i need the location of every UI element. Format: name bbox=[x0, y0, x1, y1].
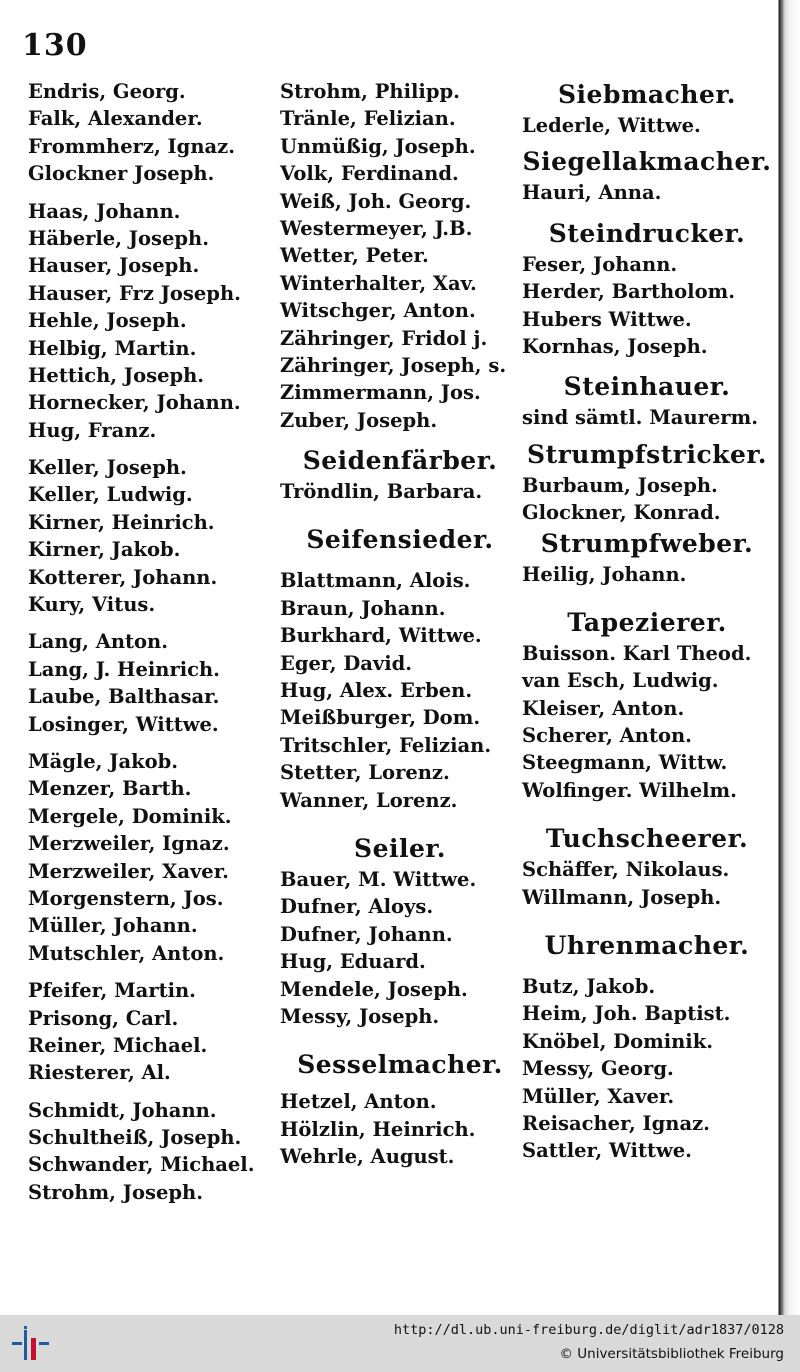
directory-entry: Kury, Vitus. bbox=[28, 593, 156, 617]
trade-heading: Strumpfweber. bbox=[540, 528, 754, 558]
directory-entry: Schwander, Michael. bbox=[28, 1153, 255, 1177]
directory-entry: Mutschler, Anton. bbox=[28, 941, 225, 965]
directory-entry: Butz, Jakob. bbox=[522, 975, 656, 999]
directory-entry: Kornhas, Joseph. bbox=[522, 334, 708, 358]
directory-entry: Messy, Joseph. bbox=[280, 1004, 440, 1028]
directory-entry: Kirner, Jakob. bbox=[28, 538, 181, 562]
directory-entry: Stetter, Lorenz. bbox=[280, 761, 450, 785]
trade-heading: Siegellakmacher. bbox=[522, 147, 772, 177]
directory-entry: Wehrle, August. bbox=[280, 1145, 455, 1169]
directory-entry: Burbaum, Joseph. bbox=[522, 473, 718, 497]
directory-column-2 bbox=[280, 78, 520, 1171]
directory-entry: Hubers Wittwe. bbox=[522, 307, 692, 331]
directory-entry: Müller, Johann. bbox=[28, 914, 198, 938]
section-tapezierer bbox=[522, 606, 772, 804]
trade-heading: Strumpfstricker. bbox=[527, 439, 767, 469]
section-strumpfweber bbox=[522, 527, 772, 588]
directory-entry: Merzweiler, Xaver. bbox=[28, 859, 229, 883]
trade-heading: Uhrenmacher. bbox=[544, 931, 750, 961]
directory-entry: Hornecker, Johann. bbox=[28, 391, 241, 415]
library-logo-icon bbox=[10, 1324, 52, 1364]
directory-entry: Winterhalter, Xav. bbox=[280, 271, 477, 295]
entry-group-e-g bbox=[28, 78, 278, 188]
directory-entry: Unmüßig, Joseph. bbox=[280, 134, 476, 158]
directory-entry: Hug, Eduard. bbox=[280, 950, 426, 974]
directory-entry: Endris, Georg. bbox=[28, 80, 186, 103]
directory-entry: Morgenstern, Jos. bbox=[28, 886, 224, 910]
directory-entry: Schäffer, Nikolaus. bbox=[522, 858, 730, 882]
directory-entry: Blattmann, Alois. bbox=[280, 569, 471, 593]
section-siebmacher bbox=[522, 78, 772, 139]
directory-entry: Messy, Georg. bbox=[522, 1057, 674, 1081]
directory-entry: Hauser, Joseph. bbox=[28, 254, 200, 278]
permalink-url[interactable]: http://dl.ub.uni-freiburg.de/diglit/adr1837/0128 bbox=[393, 1322, 784, 1338]
directory-entry: Burkhard, Wittwe. bbox=[280, 624, 482, 648]
directory-entry: Zähringer, Fridol j. bbox=[280, 326, 488, 350]
directory-entry: Mendele, Joseph. bbox=[280, 977, 468, 1001]
directory-entry: Hauri, Anna. bbox=[522, 181, 662, 205]
directory-entry: Hauser, Frz Joseph. bbox=[28, 281, 241, 305]
directory-entry: Zimmermann, Jos. bbox=[280, 381, 481, 405]
section-steindrucker bbox=[522, 217, 772, 361]
directory-entry: Strohm, Philipp. bbox=[280, 80, 460, 103]
trade-heading: Steindrucker. bbox=[548, 218, 746, 248]
directory-entry: Zuber, Joseph. bbox=[280, 408, 438, 432]
directory-column-1 bbox=[28, 78, 278, 1206]
directory-entry: Heim, Joh. Baptist. bbox=[522, 1002, 731, 1026]
directory-entry: Reiner, Michael. bbox=[28, 1033, 208, 1057]
directory-entry: van Esch, Ludwig. bbox=[522, 669, 719, 693]
directory-entry: Glockner, Konrad. bbox=[522, 501, 721, 525]
viewer-footer-bar bbox=[0, 1315, 800, 1372]
directory-entry: Weiß, Joh. Georg. bbox=[280, 189, 472, 213]
entry-group-m bbox=[28, 748, 278, 967]
section-seiler bbox=[280, 832, 520, 1030]
directory-entry: Falk, Alexander. bbox=[28, 107, 203, 131]
directory-entry: Losinger, Wittwe. bbox=[28, 712, 219, 736]
directory-entry: Meißburger, Dom. bbox=[280, 706, 481, 730]
page-number: 130 bbox=[22, 28, 88, 63]
directory-entry: Steegmann, Wittw. bbox=[522, 751, 728, 775]
directory-entry: Knöbel, Dominik. bbox=[522, 1029, 714, 1053]
directory-entry: Riesterer, Al. bbox=[28, 1061, 171, 1085]
directory-entry: Scherer, Anton. bbox=[522, 724, 692, 748]
directory-entry: Hetzel, Anton. bbox=[280, 1090, 437, 1114]
trade-heading: Seifensieder. bbox=[306, 525, 494, 555]
directory-entry: Buisson. Karl Theod. bbox=[522, 641, 752, 665]
directory-entry: Willmann, Joseph. bbox=[522, 885, 722, 909]
trade-heading: Siebmacher. bbox=[558, 80, 736, 109]
directory-entry: Menzer, Barth. bbox=[28, 777, 192, 801]
directory-entry: Heilig, Johann. bbox=[522, 562, 687, 586]
directory-entry: Schmidt, Johann. bbox=[28, 1098, 217, 1122]
trade-heading: Seiler. bbox=[354, 833, 446, 863]
directory-entry: Glockner Joseph. bbox=[28, 162, 215, 186]
directory-entry: Lang, Anton. bbox=[28, 630, 169, 654]
directory-entry: Hug, Alex. Erben. bbox=[280, 679, 473, 703]
directory-entry: sind sämtl. Maurerm. bbox=[522, 406, 758, 430]
copyright-notice: © Universitätsbibliothek Freiburg bbox=[559, 1346, 784, 1362]
directory-entry: Mergele, Dominik. bbox=[28, 804, 232, 828]
section-uhrenmacher bbox=[522, 929, 772, 1165]
directory-entry: Hölzlin, Heinrich. bbox=[280, 1117, 476, 1141]
trade-heading: Steinhauer. bbox=[563, 372, 731, 402]
entry-group-k bbox=[28, 454, 278, 618]
directory-entry: Zähringer, Joseph, s. bbox=[280, 353, 507, 377]
directory-entry: Westermeyer, J.B. bbox=[280, 216, 473, 240]
directory-entry: Frommherz, Ignaz. bbox=[28, 134, 235, 158]
section-seidenfaerber bbox=[280, 444, 520, 505]
directory-entry: Tritschler, Felizian. bbox=[280, 733, 492, 757]
directory-entry: Volk, Ferdinand. bbox=[280, 162, 459, 186]
section-seifensieder bbox=[280, 523, 520, 814]
directory-entry: Feser, Johann. bbox=[522, 252, 678, 276]
trade-heading: Tapezierer. bbox=[567, 607, 727, 637]
directory-entry: Strohm, Joseph. bbox=[28, 1180, 203, 1204]
directory-entry: Wanner, Lorenz. bbox=[280, 788, 458, 812]
directory-entry: Merzweiler, Ignaz. bbox=[28, 832, 230, 856]
directory-entry: Kleiser, Anton. bbox=[522, 696, 685, 720]
directory-entry: Hug, Franz. bbox=[28, 418, 157, 442]
directory-entry: Kotterer, Johann. bbox=[28, 565, 218, 589]
directory-entry: Herder, Bartholom. bbox=[522, 280, 735, 304]
directory-entry: Wolfinger. Wilhelm. bbox=[522, 778, 737, 802]
section-steinhauer bbox=[522, 370, 772, 431]
trade-heading: Sesselmacher. bbox=[297, 1050, 503, 1080]
directory-entry: Dufner, Aloys. bbox=[280, 895, 434, 919]
directory-entry: Helbig, Martin. bbox=[28, 336, 197, 360]
directory-entry: Witschger, Anton. bbox=[280, 299, 476, 323]
directory-entry: Haas, Johann. bbox=[28, 199, 181, 223]
directory-entry: Wetter, Peter. bbox=[280, 244, 429, 268]
entry-group-l bbox=[28, 628, 278, 738]
section-sesselmacher bbox=[280, 1048, 520, 1170]
entry-group-s-z bbox=[280, 78, 520, 434]
trade-heading: Tuchscheerer. bbox=[545, 824, 749, 854]
directory-entry: Tränle, Felizian. bbox=[280, 107, 456, 131]
directory-entry: Tröndlin, Barbara. bbox=[280, 480, 483, 504]
directory-entry: Braun, Johann. bbox=[280, 596, 446, 620]
directory-entry: Reisacher, Ignaz. bbox=[522, 1111, 710, 1135]
directory-entry: Keller, Joseph. bbox=[28, 456, 187, 480]
page-edge-shadow bbox=[776, 0, 800, 1315]
directory-entry: Prisong, Carl. bbox=[28, 1006, 179, 1030]
directory-entry: Hettich, Joseph. bbox=[28, 363, 205, 387]
directory-entry: Hehle, Joseph. bbox=[28, 309, 187, 333]
directory-entry: Kirner, Heinrich. bbox=[28, 510, 215, 534]
section-siegellakmacher bbox=[522, 145, 772, 206]
directory-entry: Mägle, Jakob. bbox=[28, 749, 179, 773]
directory-entry: Laube, Balthasar. bbox=[28, 685, 220, 709]
section-strumpfstricker bbox=[522, 438, 772, 527]
directory-entry: Eger, David. bbox=[280, 651, 413, 675]
entry-group-h bbox=[28, 198, 278, 445]
directory-entry: Häberle, Joseph. bbox=[28, 226, 209, 250]
directory-entry: Sattler, Wittwe. bbox=[522, 1139, 692, 1163]
directory-entry: Lederle, Wittwe. bbox=[522, 114, 701, 137]
section-tuchscheerer bbox=[522, 822, 772, 911]
directory-entry: Schultheiß, Joseph. bbox=[28, 1126, 242, 1150]
directory-entry: Pfeifer, Martin. bbox=[28, 979, 196, 1003]
directory-entry: Müller, Xaver. bbox=[522, 1084, 675, 1108]
entry-group-p-r bbox=[28, 977, 278, 1087]
entry-group-s bbox=[28, 1097, 278, 1207]
trade-heading: Seidenfärber. bbox=[302, 446, 498, 476]
directory-entry: Bauer, M. Wittwe. bbox=[280, 867, 477, 891]
directory-entry: Lang, J. Heinrich. bbox=[28, 657, 220, 681]
directory-entry: Dufner, Johann. bbox=[280, 922, 453, 946]
directory-column-3 bbox=[522, 78, 772, 1165]
directory-entry: Keller, Ludwig. bbox=[28, 483, 193, 507]
